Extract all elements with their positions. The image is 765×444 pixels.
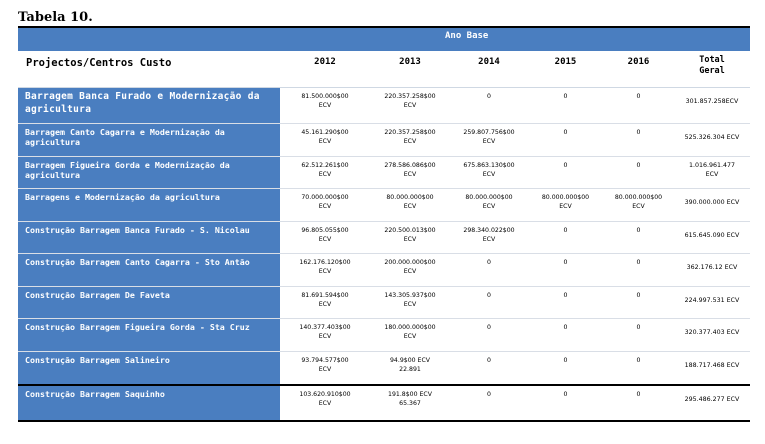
table-row	[18, 319, 750, 352]
cell-2012: 140.377.403$00 ECV	[299, 324, 351, 340]
cell-2013: 80.000.000$00 ECV	[386, 194, 434, 210]
header-2014: 2014	[478, 57, 500, 67]
row-project-name: Construção Barragem Canto Cagarra - Sto Antão	[18, 254, 280, 286]
cell-2015: 0	[563, 93, 568, 100]
cell-total: 390.000.000 ECV	[684, 199, 740, 206]
table-bottom-rule	[18, 420, 750, 422]
cell-2013: 220.500.013$00 ECV	[384, 226, 436, 243]
cell-2016: 80.000.000$00 ECV	[614, 194, 663, 210]
cell-2015: 0	[563, 391, 568, 398]
cell-2015: 0	[563, 129, 568, 136]
cell-2016: 0	[636, 226, 641, 234]
cell-2012: 162.176.120$00 ECV	[299, 259, 351, 275]
row-project-name: Construção Barragem Banca Furado - S. Nicolau	[18, 222, 280, 254]
cell-2014: 0	[487, 291, 491, 299]
column-header-row	[18, 51, 750, 88]
table-row	[18, 222, 750, 255]
cell-total: 188.717.468 ECV	[684, 361, 740, 369]
cell-total: 320.377.403 ECV	[684, 329, 740, 336]
cell-2014: 0	[487, 391, 491, 398]
cell-2012: 70.000.000$00 ECV	[301, 194, 349, 210]
cell-2014: 0	[487, 324, 491, 331]
row-project-name: Construção Barragem De Faveta	[18, 287, 280, 319]
cell-2015: 0	[563, 324, 568, 331]
cell-2016: 0	[636, 129, 641, 136]
cell-2016: 0	[636, 93, 641, 100]
cell-2016: 0	[636, 324, 641, 331]
cell-2015: 0	[563, 291, 568, 299]
cell-2013: 191.8$00 ECV 65.367	[388, 391, 432, 407]
cell-2016: 0	[636, 391, 641, 398]
table-row	[18, 287, 750, 320]
cell-2014: 80.000.000$00 ECV	[465, 194, 513, 210]
table-row	[18, 124, 750, 157]
cell-2013: 143.305.937$00 ECV	[384, 291, 436, 308]
table-row	[18, 386, 750, 420]
table-row	[18, 254, 750, 287]
cell-2013: 220.357.258$00 ECV	[384, 129, 436, 145]
cell-2012: 96.805.055$00 ECV	[301, 226, 349, 243]
cell-2016: 0	[636, 161, 641, 169]
row-project-name: Barragens e Modernização da agricultura	[18, 189, 280, 221]
header-project: Projectos/Centros Custo	[26, 57, 172, 69]
table-row	[18, 88, 750, 124]
cell-total: 301.857.258ECV	[685, 98, 739, 105]
ano-base-label: Ano Base	[445, 31, 489, 41]
row-project-name: Construção Barragem Figueira Gorda - Sta Cruz	[18, 319, 280, 351]
cell-2016: 0	[636, 259, 641, 266]
row-project-name: Barragem Figueira Gorda e Modernização da agricultura	[18, 157, 280, 189]
cell-2015: 80.000.000$00 ECV	[541, 194, 590, 210]
cell-2012: 62.512.261$00 ECV	[301, 161, 349, 178]
header-band	[18, 28, 750, 51]
data-table	[18, 26, 750, 422]
cell-total: 362.176.12 ECV	[686, 264, 738, 271]
cell-total: 224.997.531 ECV	[684, 296, 740, 304]
table-row	[18, 352, 750, 385]
cell-2014: 675.863.130$00 ECV	[463, 161, 515, 178]
header-2015: 2015	[554, 57, 577, 67]
cell-2012: 103.620.910$00 ECV	[299, 391, 351, 407]
cell-2013: 278.586.086$00 ECV	[384, 161, 436, 178]
header-2016: 2016	[627, 57, 650, 67]
cell-2014: 259.807.756$00 ECV	[463, 129, 515, 145]
cell-2014: 0	[487, 259, 491, 266]
row-project-name: Barragem Banca Furado e Modernização da agricultura	[18, 88, 280, 123]
cell-2012: 81.500.000$00 ECV	[301, 93, 349, 109]
table-row	[18, 157, 750, 190]
row-project-name: Construção Barragem Salineiro	[18, 352, 280, 385]
table-caption: Tabela 10.	[18, 10, 93, 25]
header-total: Total Geral	[699, 55, 725, 76]
cell-total: 1.016.961.477 ECV	[688, 161, 736, 178]
cell-2013: 180.000.000$00 ECV	[384, 324, 436, 340]
cell-2012: 81.691.594$00 ECV	[301, 291, 349, 308]
cell-2016: 0	[636, 291, 641, 299]
cell-2013: 94.9$00 ECV 22.891	[389, 356, 431, 373]
table-row	[18, 189, 750, 222]
cell-2015: 0	[563, 259, 568, 266]
cell-2015: 0	[563, 161, 568, 169]
header-band-left	[18, 28, 280, 51]
row-project-name: Barragem Canto Cagarra e Modernização da agricultura	[18, 124, 280, 156]
cell-total: 615.645.090 ECV	[684, 231, 740, 239]
cell-2014: 0	[487, 356, 491, 364]
cell-2013: 200.000.000$00 ECV	[384, 259, 436, 275]
cell-2016: 0	[636, 356, 641, 364]
header-2013: 2013	[399, 57, 421, 67]
cell-2013: 220.357.258$00 ECV	[384, 93, 436, 109]
cell-2014: 298.340.022$00 ECV	[463, 226, 515, 243]
row-project-name: Construção Barragem Saquinho	[18, 386, 280, 420]
cell-2015: 0	[563, 226, 568, 234]
cell-2014: 0	[487, 93, 491, 100]
cell-2015: 0	[563, 356, 568, 364]
header-band-right	[280, 28, 750, 51]
cell-2012: 45.161.290$00 ECV	[301, 129, 349, 145]
cell-total: 525.326.304 ECV	[684, 134, 740, 141]
cell-2012: 93.794.577$00 ECV	[301, 356, 349, 373]
header-2012: 2012	[314, 57, 336, 67]
cell-total: 295.486.277 ECV	[684, 396, 740, 403]
